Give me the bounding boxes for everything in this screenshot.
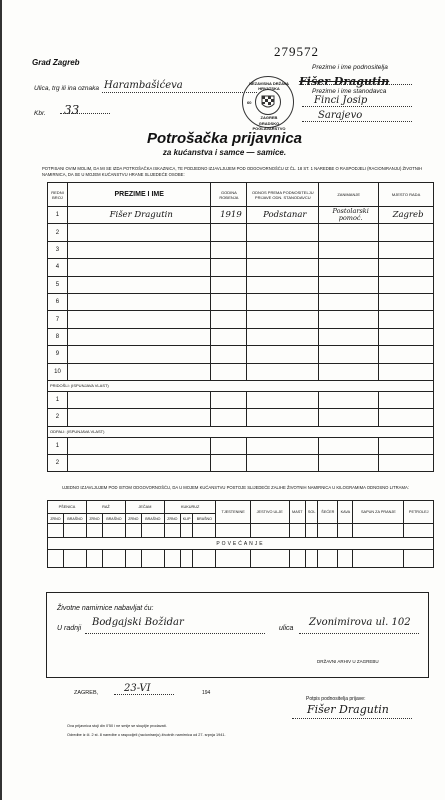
declaration-paragraph: UJEDNO IZJAVLJUJEM POD ISTOM ODGOVORNOŠĆU, DA U MOJEM KUĆANSTVU POSTOJE SLIJEDEĆE ZALIHE ŽIVOTNIH NAMIRNICA U KILOGRAMIMA ODNOSNO LITRAMA:	[62, 485, 409, 490]
col-header-relation: ODNOS PREMA PODNOSITELJU PRIJAVE ODN. STANODAVCU	[247, 183, 319, 207]
landlord-city-value: Sarajevo	[318, 110, 363, 121]
row-year	[211, 346, 247, 363]
supplies-value-row	[48, 524, 434, 538]
coat-of-arms-icon	[255, 89, 281, 115]
row-year	[211, 311, 247, 328]
sub-header: ZRNO	[164, 514, 180, 524]
increase-label: POVEĆANJE	[48, 538, 434, 550]
row-number: 2	[48, 409, 68, 426]
landlord-line	[302, 106, 412, 107]
shop-street-value: Zvonimirova ul. 102	[309, 617, 411, 628]
row-number: 2	[48, 224, 68, 241]
table-row	[48, 276, 434, 293]
row-job	[319, 224, 379, 241]
shop-street-line	[299, 633, 419, 634]
row-place	[379, 224, 434, 241]
landlord-label: Prezime i ime stanodavca	[312, 88, 387, 95]
checkerboard-shield-icon	[256, 90, 280, 114]
shop-line	[85, 633, 265, 634]
group-pasta: TJESTENINE	[216, 501, 250, 524]
footer-year: 194	[202, 690, 211, 696]
stamp-city: ZAGREB	[260, 115, 278, 120]
table-header-row	[48, 183, 434, 207]
footer-place: ZAGREB,	[74, 690, 99, 696]
row-name	[67, 328, 211, 345]
row-name	[67, 224, 211, 241]
group-sugar: ŠEĆER	[318, 501, 338, 524]
group-rye: RAŽ	[86, 501, 125, 514]
archive-stamp: DRŽAVNI ARHIV U ZAGREBU	[317, 659, 379, 664]
intro-paragraph: POTPISANI OVIM MOLIM, DA MI SE IZDA POTROŠAČKA ISKAZNICA, TE PODJEDNO IZJAVLJUJEM POD ODGOVORNOŠĆU IZ ČL. 18 ST. 1 NAREDBE O RASPODJELI (RACIONIRANJU) ŽIVOTNIH NAMIRNICA, DA SE U MOJEM KUĆANSTVU HRANE SLIJEDEĆE OSOBE:	[42, 166, 423, 177]
row-number: 3	[48, 241, 68, 258]
shop-label: U radnji	[57, 625, 82, 632]
footer-note-price: Ova prijavnica stoji din 0'50 i ne smije se skupljie prodavati.	[67, 724, 167, 728]
table-row	[48, 437, 434, 454]
row-job	[319, 328, 379, 345]
row-place: Zagreb	[379, 207, 434, 224]
footer-date: 23-VI	[124, 683, 151, 694]
group-coffee: KAVA	[338, 501, 353, 524]
stamp-text-bottom: GRADSKO POGLAVARSTVO	[252, 121, 286, 131]
row-relation	[247, 241, 319, 258]
row-number: 1	[48, 437, 68, 454]
applicant-value: Fišer Dragutin	[299, 75, 390, 88]
row-job	[319, 293, 379, 310]
group-soap: SAPUN ZA PRANJE	[353, 501, 404, 524]
row-number: 5	[48, 276, 68, 293]
row-job	[319, 241, 379, 258]
row-year	[211, 328, 247, 345]
table-row	[48, 409, 434, 426]
official-stamp	[242, 76, 294, 131]
stamp-text-top: NEZAVISNA DRŽAVA HRVATSKA	[249, 81, 289, 91]
landlord-city-line	[302, 121, 412, 122]
row-number: 9	[48, 346, 68, 363]
row-year	[211, 259, 247, 276]
shop-value: Bodgajski Božidar	[92, 617, 184, 628]
row-name	[67, 293, 211, 310]
row-name	[67, 259, 211, 276]
sub-header: ZRNO	[125, 514, 141, 524]
table-row	[48, 363, 434, 380]
table-row	[48, 241, 434, 258]
applicant-label: Prezime i ime podnositelja	[312, 64, 388, 71]
row-relation: Podstanar	[247, 207, 319, 224]
table-row	[48, 391, 434, 408]
increase-bar-row	[48, 538, 434, 550]
shop-intro-label: Životne namirnice nabavljat ću:	[57, 605, 154, 612]
row-relation	[247, 311, 319, 328]
row-place	[379, 293, 434, 310]
row-relation	[247, 346, 319, 363]
row-number: 8	[48, 328, 68, 345]
row-place	[379, 259, 434, 276]
section-departures-header	[48, 426, 434, 437]
shop-street-label: ulica	[279, 625, 294, 632]
row-name: Fišer Dragutin	[67, 207, 211, 224]
row-job	[319, 259, 379, 276]
sub-header: BRAŠNO	[63, 514, 86, 524]
table-row	[48, 293, 434, 310]
group-wheat: PŠENICA	[48, 501, 87, 514]
form-title: Potrošačka prijavnica	[146, 130, 303, 147]
row-place	[379, 276, 434, 293]
table-row	[48, 311, 434, 328]
row-relation	[247, 363, 319, 380]
col-header-place: MJESTO RADA	[379, 183, 434, 207]
table-row	[48, 259, 434, 276]
row-job	[319, 346, 379, 363]
applicant-line	[302, 84, 412, 85]
row-year: 1919	[211, 207, 247, 224]
row-place	[379, 346, 434, 363]
shop-box	[46, 592, 429, 678]
row-place	[379, 311, 434, 328]
section-arrivals-header	[48, 380, 434, 391]
supplies-header-row	[48, 501, 434, 514]
group-salt: SOL	[306, 501, 318, 524]
house-number-line	[60, 113, 110, 114]
row-year	[211, 276, 247, 293]
col-header-job: ZANIMANJE	[319, 183, 379, 207]
row-job	[319, 276, 379, 293]
household-table	[47, 182, 434, 472]
row-number: 2	[48, 455, 68, 472]
row-job	[319, 311, 379, 328]
table-row	[48, 224, 434, 241]
city-label: Grad Zagreb	[32, 58, 80, 67]
group-lard: MAST	[289, 501, 305, 524]
row-name	[67, 363, 211, 380]
sub-header: BRAŠNO	[193, 514, 216, 524]
footer-note-law: Odredbe iz čl. 2 st. 8 naredbe o raspodjeli (racioniranju) životnih namirnica od 27. srpnja 1941.	[67, 733, 226, 737]
table-row	[48, 207, 434, 224]
col-header-number: REDNI BROJ	[48, 183, 68, 207]
row-relation	[247, 293, 319, 310]
row-year	[211, 363, 247, 380]
street-value: Harambašićeva	[104, 80, 183, 91]
street-label: Ulica, trg ili ina oznaka	[34, 85, 100, 92]
col-header-year: GODINA ROĐENJA	[211, 183, 247, 207]
section-departures-label: ODPALI: (ISPUNJAVA VLAST)	[48, 426, 434, 437]
row-number: 4	[48, 259, 68, 276]
house-number-label: Kbr.	[34, 110, 46, 117]
row-relation	[247, 276, 319, 293]
group-barley: JEČAM	[125, 501, 164, 514]
row-number: 10	[48, 363, 68, 380]
sub-header: KLIP	[180, 514, 193, 524]
row-number: 7	[48, 311, 68, 328]
group-corn: KUKURUZ	[164, 501, 215, 514]
sub-header: ZRNO	[86, 514, 102, 524]
row-job: Postolarski pomoć.	[319, 207, 379, 224]
row-number: 6	[48, 293, 68, 310]
sub-header: BRAŠNO	[102, 514, 125, 524]
sub-header: BRAŠNO	[141, 514, 164, 524]
row-place	[379, 363, 434, 380]
row-job	[319, 363, 379, 380]
table-row	[48, 346, 434, 363]
row-year	[211, 241, 247, 258]
group-oil: JESTIVO ULJE	[250, 501, 289, 524]
row-year	[211, 224, 247, 241]
landlord-value: Finci Josip	[314, 95, 368, 106]
serial-number: 279572	[274, 44, 319, 59]
table-row	[48, 455, 434, 472]
row-name	[67, 276, 211, 293]
row-relation	[247, 224, 319, 241]
row-place	[379, 328, 434, 345]
row-number: 1	[48, 391, 68, 408]
signature-value: Fišer Dragutin	[307, 703, 389, 716]
row-name	[67, 346, 211, 363]
sub-header: ZRNO	[48, 514, 64, 524]
signature-label: Potpis podnositelja prijave:	[306, 696, 366, 702]
footer-date-line	[114, 694, 174, 695]
row-relation	[247, 259, 319, 276]
table-row	[48, 328, 434, 345]
row-place	[379, 241, 434, 258]
row-relation	[247, 328, 319, 345]
stamp-number: 60	[247, 100, 252, 105]
section-arrivals-label: PRIDOŠLI: (ISPUNJAVA VLAST)	[48, 380, 434, 391]
row-number: 1	[48, 207, 68, 224]
increase-value-row	[48, 550, 434, 568]
supplies-table	[47, 500, 434, 568]
row-year	[211, 293, 247, 310]
signature-line	[292, 718, 412, 719]
group-petroleum: PETROLEJ	[404, 501, 434, 524]
house-number-value: 33	[64, 103, 80, 117]
row-name	[67, 311, 211, 328]
row-name	[67, 241, 211, 258]
form-subtitle: za kućanstva i samce — samice.	[162, 148, 287, 157]
col-header-name: PREZIME I IME	[67, 183, 211, 207]
